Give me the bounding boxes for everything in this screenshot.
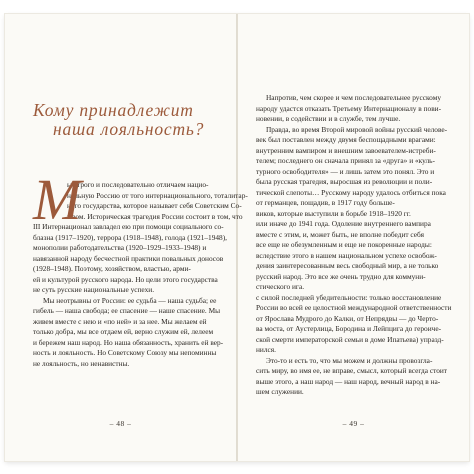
text-line: и бережем наш народ. Но наша обязанность, хранить ей вер-	[33, 337, 224, 347]
text-line: Напротив, чем скорее и чем последовательнее русскому	[266, 93, 442, 102]
chapter-title-line-1: Кому принадлежит	[33, 100, 194, 120]
text-line: шем служении.	[256, 387, 304, 396]
drop-cap: М	[33, 167, 82, 232]
text-line: гибель — наша свобода; ее спасение — наше спасение. Мы	[33, 306, 221, 315]
text-line: России во всей ее целостной международной ответственности	[256, 303, 452, 312]
text-line: юзом. Историческая трагедия России состоит в том, что	[67, 211, 243, 221]
text-line: ва моста, от Аустерлица, Бородина и Лейпцига до героиче-	[256, 324, 442, 333]
chapter-title-line-2: наша лояльность?	[53, 119, 205, 139]
text-line: турного освободителя» — и лишь затем это понял. Это и	[256, 166, 435, 176]
book-spread	[5, 14, 469, 461]
left-page-body	[33, 167, 248, 369]
text-line: Мы неотрывны от России: ее судьба — наша судьба; ее	[43, 295, 217, 305]
text-line: стического ига.	[256, 282, 305, 291]
text-line: не лояльность, но ненавистны.	[33, 358, 130, 368]
page-number-right: – 49 –	[342, 419, 365, 428]
text-line: вследствие этого в нашем национальном успехе освобож-	[256, 250, 437, 260]
text-line: III Интернационал завладел ею при помощи социального со-	[33, 222, 224, 231]
text-line: тической слепоты… Русскому народу удалось отбиться пока	[256, 187, 446, 197]
text-line: нальную Россию от того интернационального, тоталитар-	[67, 190, 248, 200]
text-line: нился.	[256, 345, 276, 354]
text-line: живем вместе с нею и «по ней» и за нее. Мы желаем ей	[33, 316, 207, 326]
left-page	[5, 14, 248, 461]
text-line: монополии работодательства (1920–1929–1933–1948) и	[33, 243, 207, 252]
text-line: народу удастся отказать Третьему Интернационалу в пови-	[256, 103, 442, 113]
page-number-left: – 48 –	[109, 419, 132, 428]
text-line: (1928–1948). Поэтому, хозяйством, властью, арми-	[33, 264, 191, 273]
text-line: Правда, во время Второй мировой войны русский челове-	[266, 124, 448, 134]
right-page-body	[256, 93, 450, 398]
text-line: дения заинтересованным весь свободный мир, а не только	[256, 261, 439, 270]
text-line: век был поставлен между двумя беспощадными врагами:	[256, 135, 436, 144]
text-line: блазна (1917–1920), террора (1918–1948), голода (1921–1948),	[33, 232, 228, 242]
text-line: виков, которые выступили в борьбе 1918–1920 гг.	[256, 208, 411, 218]
text-line: только добра, мы все отдаем ей, верно служим ей, лелеем	[33, 327, 214, 336]
text-line: сить миру, во имя ее, не вправе, смысл, который всегда стоит	[256, 366, 448, 375]
text-line: внутренним вампиром и внешним завоевателем-истреби-	[256, 145, 436, 155]
text-line: ской смерти императорской семьи в доме Ипатьева) упразд-	[256, 334, 444, 344]
text-line: вместе с этим, и, может быть, не вполне победит себя	[256, 229, 424, 239]
text-line: ей и культурой русского народа. Но цели этого государства	[33, 274, 218, 284]
text-line: ы строго и последовательно отличаем нацио-	[67, 180, 209, 189]
text-line: Это-то и есть то, что мы можем и должны провозгла-	[266, 355, 433, 365]
text-line: не суть русские национальные успехи.	[33, 285, 155, 294]
dropcap-paragraph	[33, 167, 248, 296]
text-line: от Ярослава Мудрого до Калки, от Непрядвы — до Черто-	[256, 313, 439, 323]
text-line: ность и лояльность. Но Советскому Союзу мы непоминны	[33, 348, 217, 357]
right-page	[238, 14, 469, 461]
text-line: выше этого, а наш народ — наш народ, вечный народ в на-	[256, 376, 441, 386]
text-line: ного государства, которое называет себя Советским Со-	[67, 201, 242, 210]
chapter-title	[33, 101, 223, 139]
text-line: все еще не обезумленным и еще не покоренные народы:	[256, 240, 432, 249]
text-line: навязанной народу бесчестной практики повальных доносов	[33, 253, 224, 263]
text-line: новении, в содействии и в службе, тем лучше.	[256, 114, 401, 123]
text-line: телем; последнего он сначала принял за «друга» и «куль-	[256, 156, 435, 165]
text-line: или иначе до 1941 года. Одоление внутреннего вампира	[256, 219, 431, 228]
text-line: была русская трагедия, выросшая из революции и поли-	[256, 177, 433, 186]
text-line: русский народ. Это все же очень трудно для коммуни-	[256, 271, 426, 281]
text-line: с силой последней убедительности: только восстановление	[256, 292, 442, 302]
text-line: от германцев, пощадив, в 1917 году больше-	[256, 198, 395, 207]
